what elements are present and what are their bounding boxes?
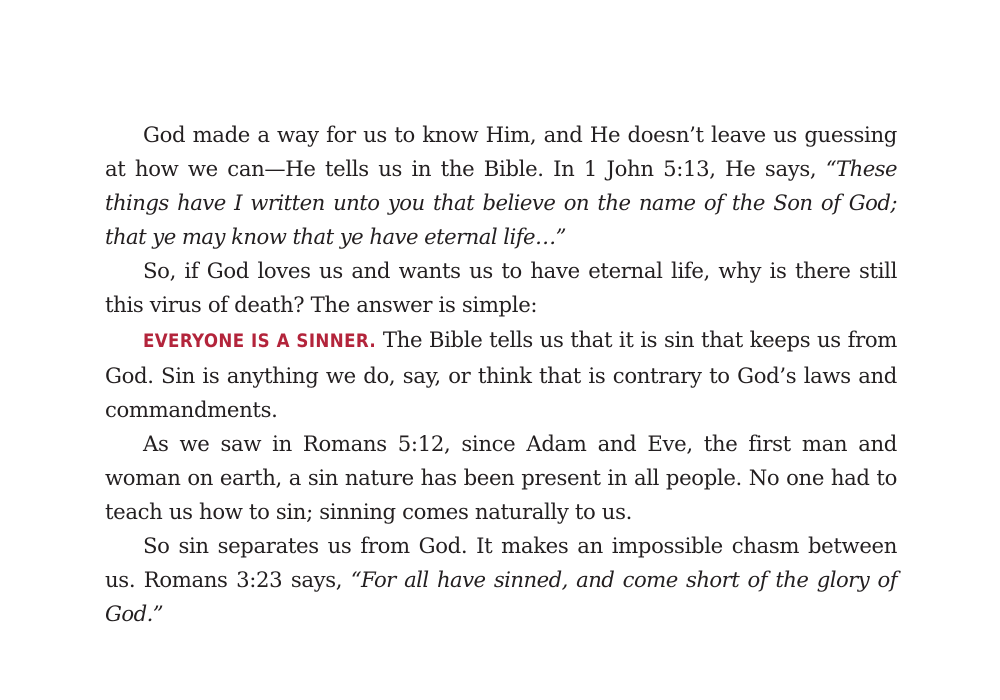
paragraph-5 bbox=[105, 529, 897, 631]
paragraph-4 bbox=[105, 427, 897, 529]
paragraph-3-text: The Bible tells us that it is sin that keeps us from God. Sin is anything we do, say, or think that is contrary to God’s laws and commandments. bbox=[105, 326, 897, 422]
paragraph-5-text: So sin separates us from God. It makes an impossible chasm between us. Romans 3:23 says, bbox=[105, 533, 897, 593]
paragraph-2 bbox=[105, 254, 897, 322]
paragraph-4-text: As we saw in Romans 5:12, since Adam and Eve, the first man and woman on earth, a sin nature has been present in all people. No one had to teach us how to sin; sinning comes naturally to us. bbox=[105, 430, 897, 525]
section-heading: EVERYONE IS A SINNER. bbox=[143, 330, 377, 352]
scripture-quote-1-john-5-13: “These things have I written unto you that believe on the name of the Son of God; that ye may know that ye have eternal life…” bbox=[105, 156, 897, 250]
scripture-quote-romans-3-23: “For all have sinned, and come short of the glory of God.” bbox=[105, 567, 897, 627]
body-text bbox=[105, 118, 897, 631]
paragraph-3 bbox=[105, 323, 897, 427]
paragraph-1-text: God made a way for us to know Him, and He doesn’t leave us guessing at how we can—He tells us in the Bible. In 1 John 5:13, He says, bbox=[105, 122, 897, 182]
paragraph-2-text: So, if God loves us and wants us to have eternal life, why is there still this virus of death? The answer is simple: bbox=[105, 258, 897, 318]
paragraph-1 bbox=[105, 118, 897, 254]
